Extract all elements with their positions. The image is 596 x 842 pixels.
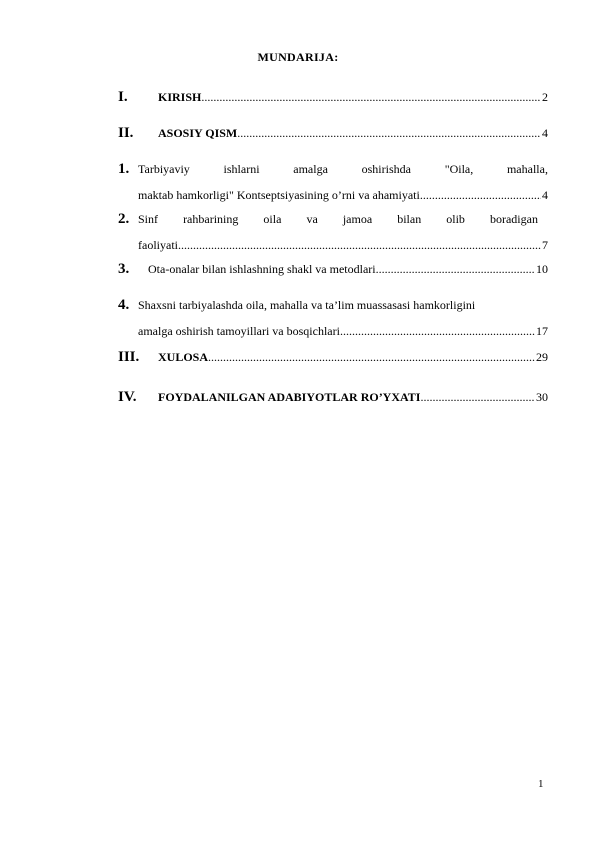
dot-leader bbox=[376, 260, 535, 278]
toc-page: 17 bbox=[536, 324, 548, 338]
toc-label-line1: Sinf rahbarining oila va jamoa bilan olib boradigan bbox=[138, 212, 538, 226]
toc-label: KIRISH bbox=[158, 90, 202, 104]
toc-label-line1: Tarbiyaviy ishlarni amalga oshirishda "Oila, mahalla, bbox=[138, 162, 548, 176]
toc-entry-1[interactable] bbox=[118, 160, 548, 204]
toc-label: faoliyati bbox=[138, 238, 178, 252]
dot-leader bbox=[201, 88, 541, 106]
toc-entry-3[interactable] bbox=[118, 260, 548, 278]
toc-entry-2[interactable] bbox=[118, 210, 548, 254]
toc-page: 4 bbox=[542, 188, 548, 202]
toc-number: IV. bbox=[118, 389, 137, 405]
dot-leader bbox=[237, 124, 541, 142]
toc-page: 2 bbox=[542, 90, 548, 104]
toc-page: 7 bbox=[542, 238, 548, 252]
dot-leader bbox=[208, 348, 535, 366]
toc-label: FOYDALANILGAN ADABIYOTLAR RO’YXATI bbox=[158, 390, 421, 404]
toc-entry-4[interactable] bbox=[118, 296, 548, 340]
toc-label: XULOSA bbox=[158, 350, 209, 364]
toc-label-line1: Shaxsni tarbiyalashda oila, mahalla va ta’lim muassasasi hamkorligini bbox=[138, 298, 476, 312]
toc-entry-asosiy-qism[interactable] bbox=[118, 124, 548, 142]
toc-page: 29 bbox=[536, 350, 548, 364]
page-title: MUNDARIJA: bbox=[257, 50, 339, 64]
toc-page: 10 bbox=[536, 262, 548, 276]
toc-number: 4. bbox=[118, 297, 130, 313]
toc-number: 1. bbox=[118, 161, 130, 177]
toc-number: 3. bbox=[118, 261, 130, 277]
dot-leader bbox=[420, 186, 541, 204]
toc-number: I. bbox=[118, 89, 128, 105]
toc-number: III. bbox=[118, 349, 140, 365]
toc-number: II. bbox=[118, 125, 134, 141]
toc-number: 2. bbox=[118, 211, 130, 227]
toc-label: Ota-onalar bilan ishlashning shakl va metodlari bbox=[148, 262, 376, 276]
toc-label: amalga oshirish tamoyillari va bosqichlari bbox=[138, 324, 340, 338]
toc-page: 30 bbox=[536, 390, 548, 404]
dot-leader bbox=[420, 388, 535, 406]
toc-label: maktab hamkorligi" Kontseptsiyasining o’rni va ahamiyati bbox=[138, 188, 420, 202]
toc-entry-adabiyotlar[interactable] bbox=[118, 388, 548, 406]
toc-entry-xulosa[interactable] bbox=[118, 348, 548, 366]
dot-leader bbox=[340, 322, 535, 340]
dot-leader bbox=[178, 236, 541, 254]
toc-entry-kirish[interactable] bbox=[118, 88, 548, 106]
toc-label: ASOSIY QISM bbox=[158, 126, 238, 140]
toc-page: 4 bbox=[542, 126, 548, 140]
page-number: 1 bbox=[538, 778, 544, 790]
